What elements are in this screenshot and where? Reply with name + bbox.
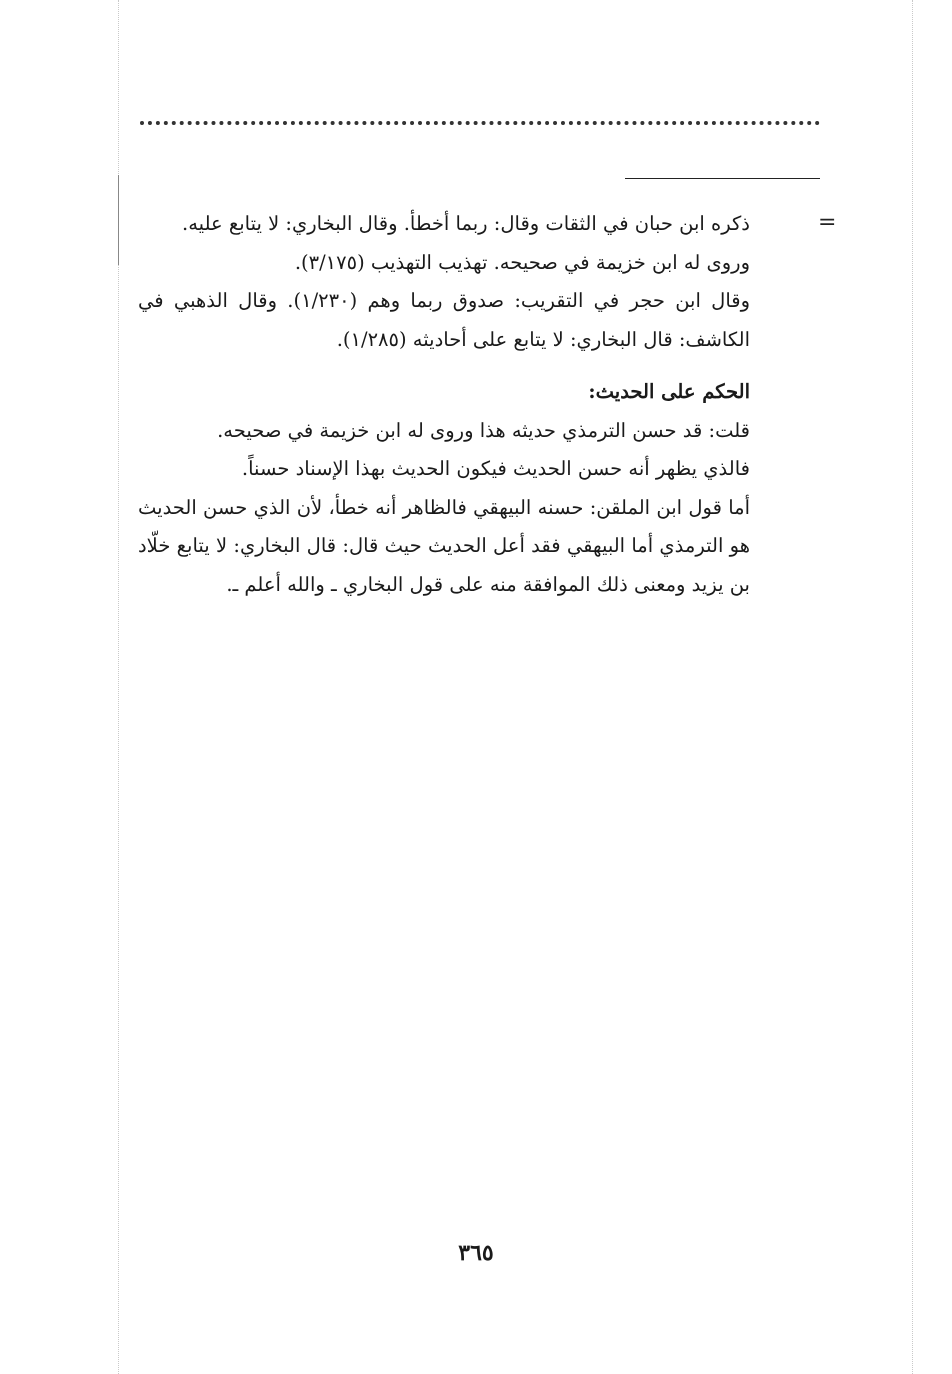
right-page-edge <box>912 0 913 1374</box>
footnote-paragraph-3: وقال ابن حجر في التقريب: صدوق ربما وهم (١/٢٣٠). وقال الذهبي في الكاشف: قال البخاري: لا يتابع على أحاديثه (١/٢٨٥). <box>138 289 751 351</box>
margin-bar <box>118 175 119 265</box>
continuation-mark: = <box>818 210 837 235</box>
ruling-paragraph-3: أما قول ابن الملقن: حسنه البيهقي فالظاهر أنه خطأ، لأن الذي حسن الحديث هو الترمذي أما البيهقي فقد أعل الحديث حيث قال: قال البخاري: لا يتابع خلّاد بن يزيد ومعنى ذلك الموافقة منه على قول البخاري ـ والله أعلم ـ. <box>138 495 750 596</box>
page-body <box>138 205 750 604</box>
ruling-heading: الحكم على الحديث: <box>588 380 750 403</box>
ruling-paragraph-2: فالذي يظهر أنه حسن الحديث فيكون الحديث بهذا الإسناد حسناً. <box>241 457 750 480</box>
footnote-paragraph-1: ذكره ابن حبان في الثقات وقال: ربما أخطأ. وقال البخاري: لا يتابع عليه. <box>182 212 750 235</box>
footnote-paragraph-2: وروى له ابن خزيمة في صحيحه. تهذيب التهذيب (٣/١٧٥). <box>294 250 750 274</box>
footnote-rule <box>625 178 820 179</box>
ruling-paragraph-1: قلت: قد حسن الترمذي حديثه هذا وروى له ابن خزيمة في صحيحه. <box>217 418 750 442</box>
page-number: ٣٦٥ <box>458 1240 494 1266</box>
dotted-separator <box>140 121 820 125</box>
